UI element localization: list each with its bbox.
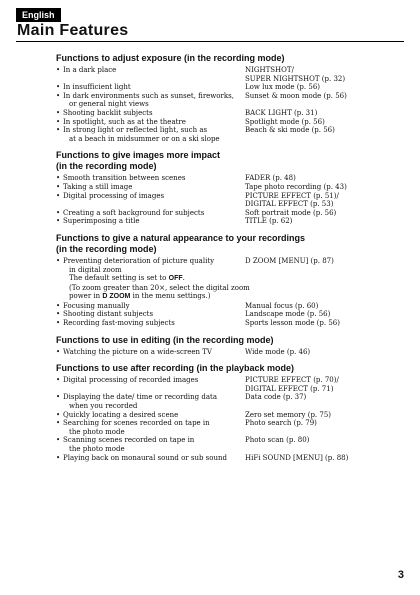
- feature-line: • In dark environments such as sunset, fireworks,: [63, 91, 234, 100]
- feature-text: [56, 302, 245, 311]
- section-title: [56, 233, 386, 255]
- feature-row: [56, 126, 386, 143]
- feature-text: [56, 411, 245, 420]
- feature-reference: [245, 118, 386, 127]
- reference-line: PICTURE EFFECT (p. 70)/: [245, 376, 339, 385]
- feature-text: [56, 183, 245, 192]
- features-list: [56, 53, 386, 469]
- feature-row: [56, 217, 386, 226]
- reference-line: TITLE (p. 62): [245, 217, 293, 226]
- note-text: .: [182, 274, 185, 283]
- reference-line: Photo search (p. 79): [245, 419, 317, 428]
- feature-reference: [245, 183, 386, 192]
- feature-line: • Creating a soft background for subjects: [63, 208, 205, 217]
- feature-line: • Scanning scenes recorded on tape in: [63, 436, 195, 445]
- feature-text: [56, 419, 245, 436]
- feature-reference: [245, 319, 386, 328]
- feature-line: or general night views: [69, 100, 149, 109]
- feature-line: • In spotlight, such as at the theatre: [63, 117, 186, 126]
- feature-text: [56, 126, 245, 143]
- reference-line: Soft portrait mode (p. 56): [245, 208, 337, 217]
- reference-line: FADER (p. 48): [245, 174, 296, 183]
- feature-line: • Focusing manually: [63, 301, 130, 310]
- section-title-line: Functions to adjust exposure (in the recording mode): [56, 53, 285, 63]
- reference-line: HiFi SOUND [MENU] (p. 88): [245, 453, 349, 462]
- note-emphasis: OFF: [168, 275, 183, 283]
- feature-reference: [245, 92, 386, 109]
- feature-line: • Shooting backlit subjects: [63, 108, 153, 117]
- feature-line: • Shooting distant subjects: [63, 310, 154, 319]
- feature-reference: [245, 310, 386, 319]
- feature-row: [56, 376, 386, 393]
- feature-reference: [245, 436, 386, 453]
- reference-line: Zero set memory (p. 75): [245, 410, 332, 419]
- note-line: [69, 292, 386, 302]
- feature-line: the photo mode: [69, 445, 125, 453]
- feature-section: [56, 233, 386, 328]
- reference-line: Beach & ski mode (p. 56): [245, 126, 335, 135]
- feature-line: • Smooth transition between scenes: [63, 174, 186, 183]
- feature-text: [56, 174, 245, 183]
- feature-section: [56, 363, 386, 462]
- reference-line: Data code (p. 37): [245, 393, 307, 402]
- feature-text: [56, 257, 245, 274]
- feature-text: [56, 66, 245, 83]
- feature-reference: [245, 454, 386, 463]
- page-title: Main Features: [17, 22, 129, 39]
- feature-line: • In strong light or reflected light, such as: [63, 126, 208, 135]
- feature-text: [56, 310, 245, 319]
- feature-line: • Digital processing of images: [63, 191, 165, 200]
- section-title: [56, 335, 386, 346]
- feature-reference: [245, 83, 386, 92]
- feature-line: • Searching for scenes recorded on tape in: [63, 419, 210, 428]
- feature-section: [56, 53, 386, 143]
- reference-line: Tape photo recording (p. 43): [245, 182, 347, 191]
- feature-text: [56, 92, 245, 109]
- reference-line: PICTURE EFFECT (p. 51)/: [245, 191, 339, 200]
- note-text: in the menu settings.): [130, 292, 211, 301]
- feature-text: [56, 436, 245, 453]
- feature-row: [56, 118, 386, 127]
- feature-reference: [245, 419, 386, 436]
- note-line: [69, 274, 386, 284]
- feature-line: • Preventing deterioration of picture quality: [63, 256, 215, 265]
- reference-line: Manual focus (p. 60): [245, 301, 319, 310]
- reference-line: DIGITAL EFFECT (p. 53): [245, 200, 334, 209]
- page-number: 3: [397, 569, 404, 581]
- feature-reference: [245, 257, 386, 274]
- feature-line: • Recording fast-moving subjects: [63, 319, 175, 328]
- feature-line: when you recorded: [69, 402, 138, 411]
- feature-reference: [245, 192, 386, 209]
- feature-note: [56, 274, 386, 302]
- feature-text: [56, 319, 245, 328]
- feature-text: [56, 393, 245, 410]
- reference-line: Sports lesson mode (p. 56): [245, 319, 340, 328]
- feature-text: [56, 348, 245, 357]
- feature-text: [56, 217, 245, 226]
- feature-row: [56, 192, 386, 209]
- feature-line: • In insufficient light: [63, 83, 131, 92]
- reference-line: Landscape mode (p. 56): [245, 310, 331, 319]
- section-title: [56, 363, 386, 374]
- feature-row: [56, 411, 386, 420]
- feature-row: [56, 209, 386, 218]
- feature-row: [56, 183, 386, 192]
- note-line: (To zoom greater than 20×, select the digital zoom: [69, 283, 250, 292]
- feature-reference: [245, 376, 386, 393]
- section-title-line: (in the recording mode): [56, 243, 157, 254]
- feature-line: • Watching the picture on a wide-screen TV: [63, 347, 212, 356]
- feature-row: [56, 319, 386, 328]
- feature-text: [56, 109, 245, 118]
- reference-line: NIGHTSHOT/: [245, 66, 294, 74]
- feature-section: [56, 335, 386, 357]
- feature-text: [56, 209, 245, 218]
- feature-row: [56, 436, 386, 453]
- feature-line: the photo mode: [69, 427, 125, 436]
- section-title-line: Functions to use in editing (in the recording mode): [56, 334, 274, 345]
- section-title-line: Functions to give images more impact: [56, 150, 221, 161]
- feature-line: • In a dark place: [63, 66, 117, 74]
- feature-row: [56, 419, 386, 436]
- section-title-line: Functions to use after recording (in the playback mode): [56, 363, 295, 374]
- feature-line: • Superimposing a title: [63, 217, 140, 226]
- language-tab: English: [16, 8, 61, 22]
- feature-reference: [245, 209, 386, 218]
- reference-line: D ZOOM [MENU] (p. 87): [245, 256, 334, 265]
- feature-reference: [245, 393, 386, 410]
- reference-line: DIGITAL EFFECT (p. 71): [245, 384, 334, 393]
- reference-line: Sunset & moon mode (p. 56): [245, 91, 347, 100]
- feature-line: • Digital processing of recorded images: [63, 376, 199, 385]
- reference-line: Wide mode (p. 46): [245, 347, 311, 356]
- feature-line: • Playing back on monaural sound or sub sound: [63, 453, 227, 462]
- feature-reference: [245, 348, 386, 357]
- feature-row: [56, 454, 386, 463]
- reference-line: Low lux mode (p. 56): [245, 83, 321, 92]
- feature-text: [56, 454, 245, 463]
- feature-row: [56, 83, 386, 92]
- reference-line: Spotlight mode (p. 56): [245, 117, 325, 126]
- section-title: [56, 53, 386, 64]
- feature-line: • Quickly locating a desired scene: [63, 410, 179, 419]
- title-rule: [16, 41, 404, 42]
- feature-reference: [245, 174, 386, 183]
- feature-row: [56, 66, 386, 83]
- section-title-line: (in the recording mode): [56, 161, 157, 172]
- feature-text: [56, 118, 245, 127]
- feature-text: [56, 192, 245, 209]
- feature-line: in digital zoom: [69, 265, 122, 274]
- feature-reference: [245, 411, 386, 420]
- feature-row: [56, 302, 386, 311]
- reference-line: BACK LIGHT (p. 31): [245, 108, 318, 117]
- feature-reference: [245, 66, 386, 83]
- section-title-line: Functions to give a natural appearance to your recordings: [56, 232, 306, 243]
- feature-line: at a beach in midsummer or on a ski slope: [69, 134, 220, 143]
- feature-section: [56, 150, 386, 226]
- feature-reference: [245, 302, 386, 311]
- note-emphasis: D ZOOM: [102, 293, 131, 301]
- feature-row: [56, 92, 386, 109]
- feature-row: [56, 393, 386, 410]
- feature-row: [56, 257, 386, 274]
- feature-row: [56, 109, 386, 118]
- feature-row: [56, 174, 386, 183]
- feature-reference: [245, 126, 386, 143]
- feature-text: [56, 376, 245, 393]
- note-text: power in: [69, 292, 103, 301]
- reference-line: Photo scan (p. 80): [245, 436, 310, 445]
- note-text: The default setting is set to: [69, 274, 169, 283]
- feature-reference: [245, 109, 386, 118]
- feature-line: • Displaying the date/ time or recording data: [63, 393, 218, 402]
- reference-line: SUPER NIGHTSHOT (p. 32): [245, 74, 346, 83]
- feature-reference: [245, 217, 386, 226]
- feature-text: [56, 83, 245, 92]
- section-title: [56, 150, 386, 172]
- feature-line: • Taking a still image: [63, 182, 133, 191]
- feature-row: [56, 348, 386, 357]
- feature-row: [56, 310, 386, 319]
